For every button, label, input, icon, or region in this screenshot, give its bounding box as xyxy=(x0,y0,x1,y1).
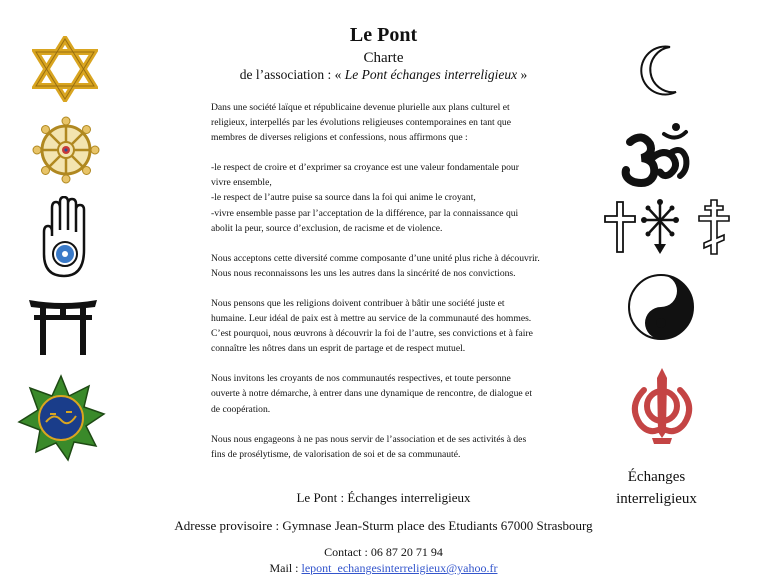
charter-paragraph: Nous pensons que les religions doivent contribuer à bâtir une société juste et humaine. Leur idéal de paix est à mettre au service de la communauté des hommes. C’est pourquoi, nous œuvrons à découvrir la foi de l’autre, ses convictions et à faire connaître les nôtres dans un esprit de partage et de respect mutuel. xyxy=(211,297,533,355)
charter-body xyxy=(211,100,541,477)
footer-mail-line xyxy=(0,561,767,576)
charter-paragraph: Nous acceptons cette diversité comme composante d’une unité plus riche à découvrir. Nous nous reconnaissons les uns les autres dans la sincérité de nos convictions. xyxy=(211,252,540,279)
jain-hand-icon xyxy=(38,196,90,280)
charter-paragraph: Dans une société laïque et républicaine devenue plurielle aux plans culturel et religieux, interpellés par les évolutions religieuses contemporaines en tant que membres de diverses religions et confessions, nous affirmons que : xyxy=(211,102,511,144)
dharma-wheel-icon xyxy=(32,116,100,184)
footer-contact-line: Contact : 06 87 20 71 94 xyxy=(324,545,443,559)
association-prefix: de l’association : « xyxy=(239,67,345,82)
crescent-icon xyxy=(632,42,690,100)
star-of-david-icon xyxy=(32,36,98,102)
side-label-line2: interreligieux xyxy=(616,491,697,507)
footer-address-line: Adresse provisoire : Gymnase Jean-Sturm place des Etudiants 67000 Strasbourg xyxy=(174,518,593,533)
bahai-star-icon xyxy=(16,374,106,462)
crosses-icon xyxy=(604,198,734,256)
yin-yang-icon xyxy=(626,272,696,342)
mail-link[interactable]: lepont_echangesinterreligieux@yahoo.fr xyxy=(301,561,498,575)
charter-paragraph: -le respect de croire et d’exprimer sa croyance est une valeur fondamentale pour vivre ensemble, -le respect de l’autre puise sa source dans la foi qui anime le croyant, -vivre ensemble passe par l’acceptation de la différence, par la connaissance qui abolit la peur, source d’exclusion, de racisme et de violence. xyxy=(211,162,519,234)
association-name: Le Pont échanges interreligieux xyxy=(344,67,518,82)
page-title: Le Pont xyxy=(349,24,418,46)
charter-paragraph: Nous invitons les croyants de nos communautés respectives, et toute personne ouverte à notre démarche, à entrer dans une dynamique de rencontre, de dialogue et de coopération. xyxy=(211,373,532,415)
charter-paragraph: Nous nous engageons à ne pas nous servir de l’association et de ses activités à des fins de prosélytisme, de valorisation de soi et de sa communauté. xyxy=(211,433,527,460)
khanda-icon xyxy=(622,366,702,446)
mail-label: Mail : xyxy=(269,561,302,575)
torii-icon xyxy=(28,298,98,356)
footer-org-line: Le Pont : Échanges interreligieux xyxy=(296,490,471,505)
om-icon xyxy=(620,122,692,188)
side-label-line1: Échanges xyxy=(627,469,686,485)
page-subtitle: Charte xyxy=(363,50,404,66)
side-label xyxy=(604,466,709,510)
association-suffix: » xyxy=(517,67,528,82)
